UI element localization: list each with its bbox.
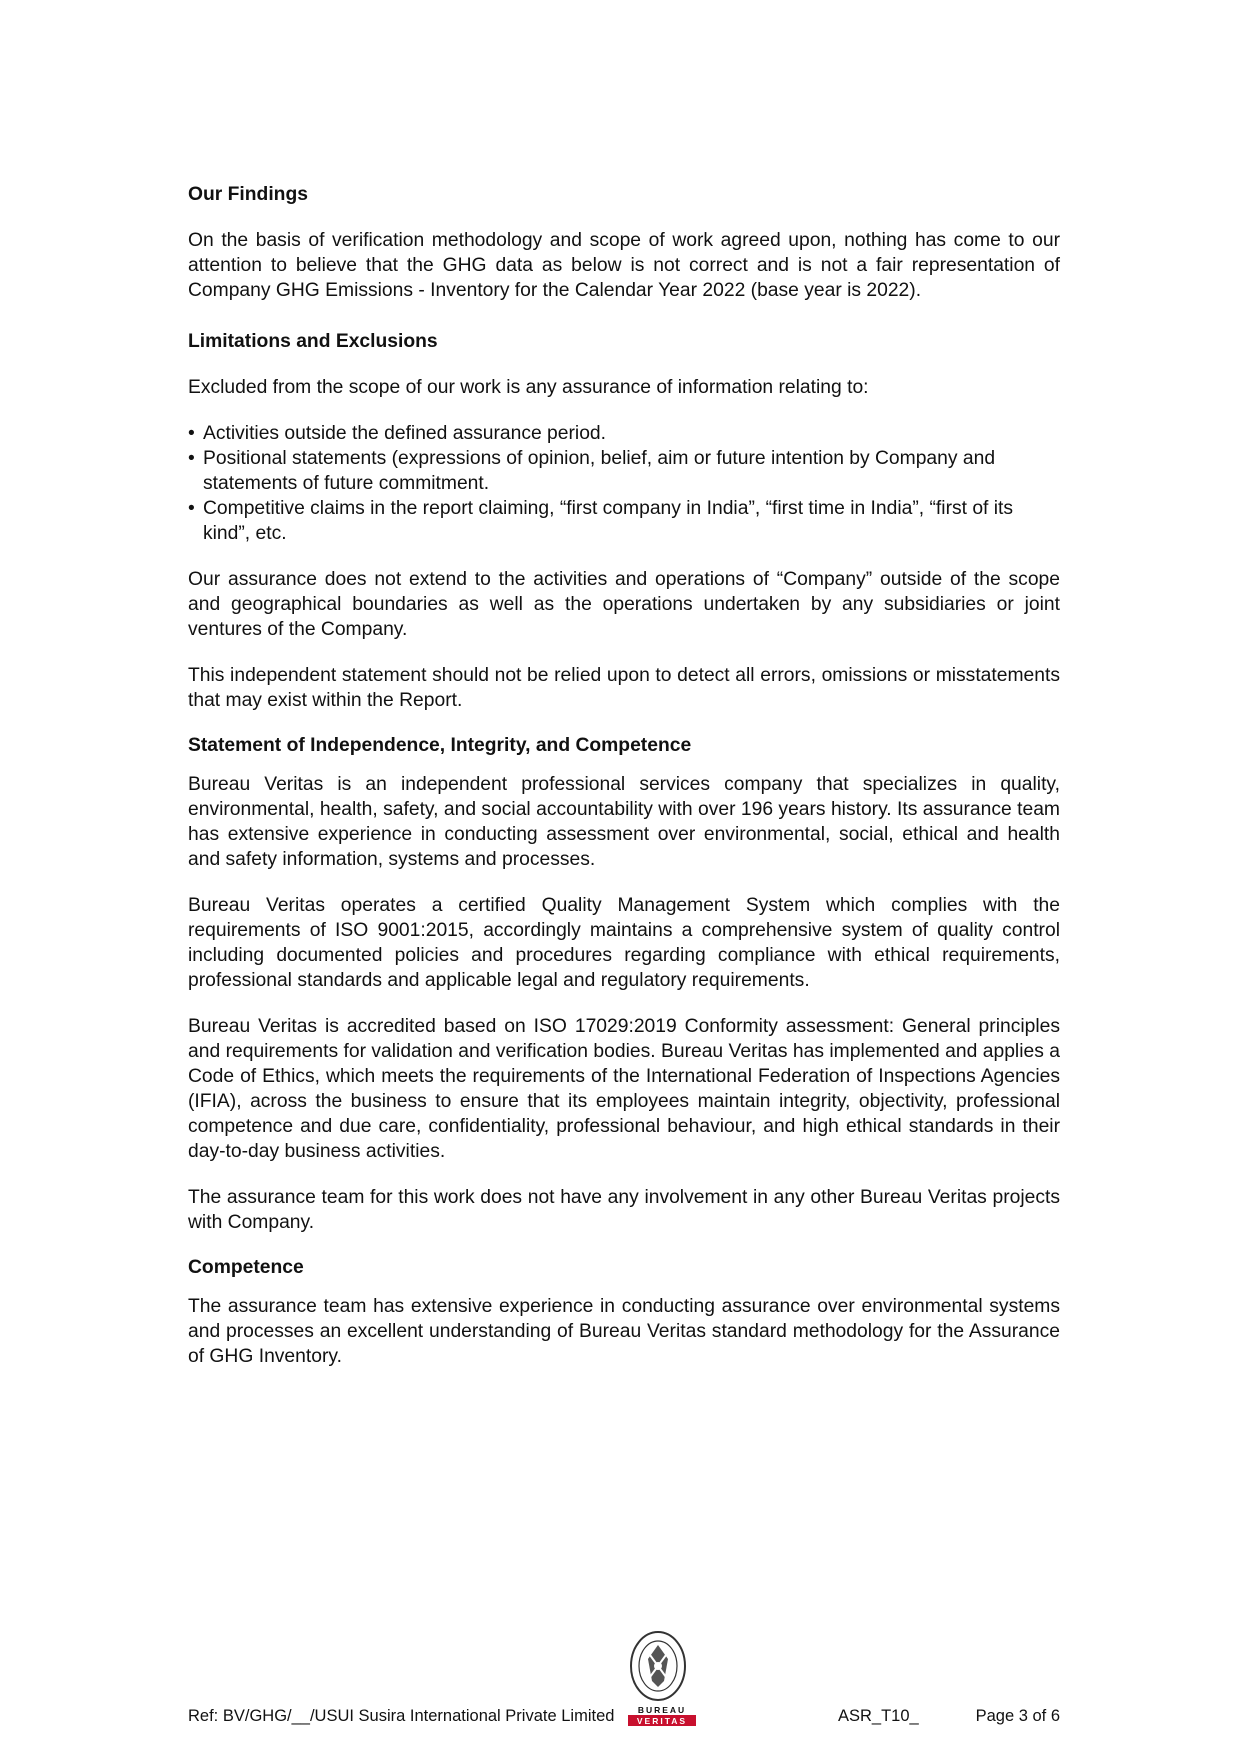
independence-paragraph-4: The assurance team for this work does not have any involvement in any other Bureau Veritas projects with Company.	[188, 1187, 1060, 1233]
independence-paragraph-2: Bureau Veritas operates a certified Quality Management System which complies with the requirements of ISO 9001:2015, accordingly maintains a comprehensive system of quality control including documented policies and procedures regarding compliance with ethical requirements, professional standards and applicable legal and regulatory requirements.	[188, 895, 1060, 991]
independence-heading: Statement of Independence, Integrity, and Competence	[188, 735, 692, 756]
list-item: • Competitive claims in the report claiming, “first company in India”, “first time in India”, “first of its kind”, etc.	[188, 498, 1014, 544]
findings-paragraph: On the basis of verification methodology and scope of work agreed upon, nothing has come to our attention to believe that the GHG data as below is not correct and is not a fair representation of Company GHG Emissions - Inventory for the Calendar Year 2022 (base year is 2022).	[188, 230, 1060, 301]
bullet-icon: •	[188, 498, 195, 519]
document-body	[188, 182, 1060, 1369]
limitations-heading: Limitations and Exclusions	[188, 331, 438, 352]
bullet-icon: •	[188, 448, 195, 469]
independence-paragraph-1: Bureau Veritas is an independent professional services company that specializes in quality, environmental, health, safety, and social accountability with over 196 years history. Its assurance team has extensive experience in conducting assessment over environmental, social, ethical and health and safety information, systems and processes.	[188, 774, 1060, 870]
svg-text:VERITAS: VERITAS	[636, 1716, 688, 1726]
competence-heading: Competence	[188, 1257, 304, 1278]
limitations-scope-paragraph: Our assurance does not extend to the activities and operations of “Company” outside of the scope and geographical boundaries as well as the operations undertaken by any subsidiaries or joint ventures of the Company.	[188, 569, 1060, 640]
bureau-veritas-seal-icon	[628, 1629, 688, 1703]
limitations-intro: Excluded from the scope of our work is any assurance of information relating to:	[188, 377, 869, 398]
page-number: Page 3 of 6	[975, 1707, 1060, 1725]
svg-text:BUREAU: BUREAU	[637, 1705, 687, 1715]
exclusions-list	[188, 421, 1060, 546]
independence-paragraph-3: Bureau Veritas is accredited based on ISO 17029:2019 Conformity assessment: General principles and requirements for validation and verification bodies. Bureau Veritas has implemented and applies a Code of Ethics, which meets the requirements of the International Federation of Inspections Agencies (IFIA), across the business to ensure that its employees maintain integrity, objectivity, professional competence and due care, confidentiality, professional behaviour, and high ethical standards in their day-to-day business activities.	[188, 1016, 1060, 1162]
footer-reference: Ref: BV/GHG/__/USUI Susira International Private Limited	[188, 1707, 615, 1725]
competence-paragraph: The assurance team has extensive experience in conducting assurance over environmental systems and processes an excellent understanding of Bureau Veritas standard methodology for the Assurance of GHG Inventory.	[188, 1296, 1060, 1367]
list-item: • Activities outside the defined assurance period.	[188, 423, 607, 444]
footer-form-code: ASR_T10_	[838, 1707, 919, 1725]
list-item: • Positional statements (expressions of opinion, belief, aim or future intention by Company and statements of future commitment.	[188, 448, 996, 494]
limitations-errors-paragraph: This independent statement should not be relied upon to detect all errors, omissions or misstatements that may exist within the Report.	[188, 665, 1060, 711]
page-footer	[188, 1707, 1060, 1731]
findings-heading: Our Findings	[188, 184, 308, 205]
bullet-icon: •	[188, 423, 195, 444]
